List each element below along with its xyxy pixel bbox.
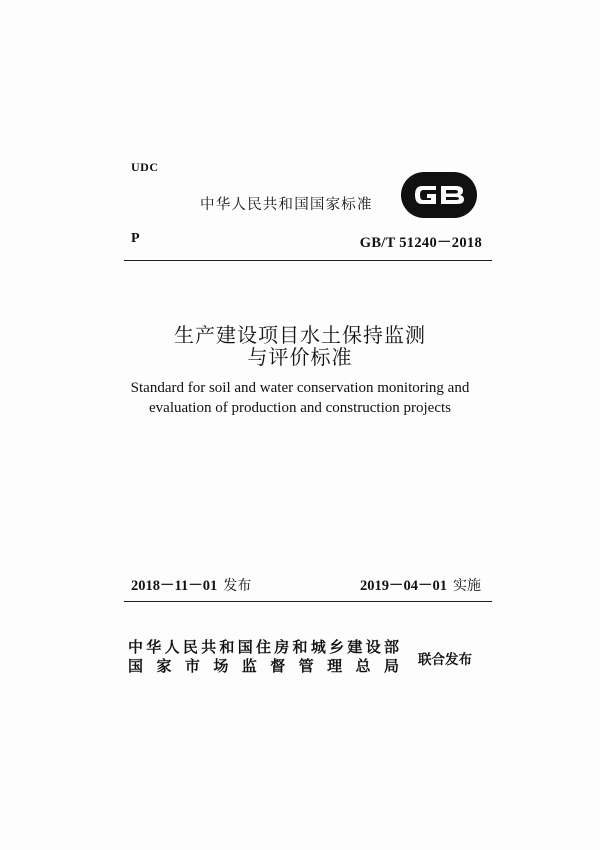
implement-label: 实施 xyxy=(453,578,481,594)
national-standard-title: 中华人民共和国国家标准 xyxy=(200,197,373,213)
udc-label: UDC xyxy=(131,160,159,174)
top-divider xyxy=(124,260,492,261)
gb-logo xyxy=(400,171,478,219)
bottom-divider xyxy=(124,601,492,602)
classification-code: P xyxy=(131,231,140,246)
chinese-title-line-2: 与评价标准 xyxy=(247,345,353,369)
release-date: 2018－11－01 xyxy=(131,578,218,594)
joint-release-label: 联合发布 xyxy=(418,652,472,668)
standard-number: GB/T 51240－2018 xyxy=(359,235,482,251)
chinese-title-line-1: 生产建设项目水土保持监测 xyxy=(174,323,426,347)
issuer-line-2: 国家市场监督管理总局 xyxy=(128,657,399,675)
english-title-line-2: evaluation of production and construction projects xyxy=(149,400,451,416)
implement-date-block xyxy=(360,574,481,595)
issuer-line-1: 中华人民共和国住房和城乡建设部 xyxy=(128,638,399,656)
implement-date: 2019－04－01 xyxy=(360,578,447,594)
release-date-block xyxy=(131,574,251,595)
release-label: 发布 xyxy=(223,578,252,594)
english-title-line-1: Standard for soil and water conservation monitoring and xyxy=(130,380,470,396)
